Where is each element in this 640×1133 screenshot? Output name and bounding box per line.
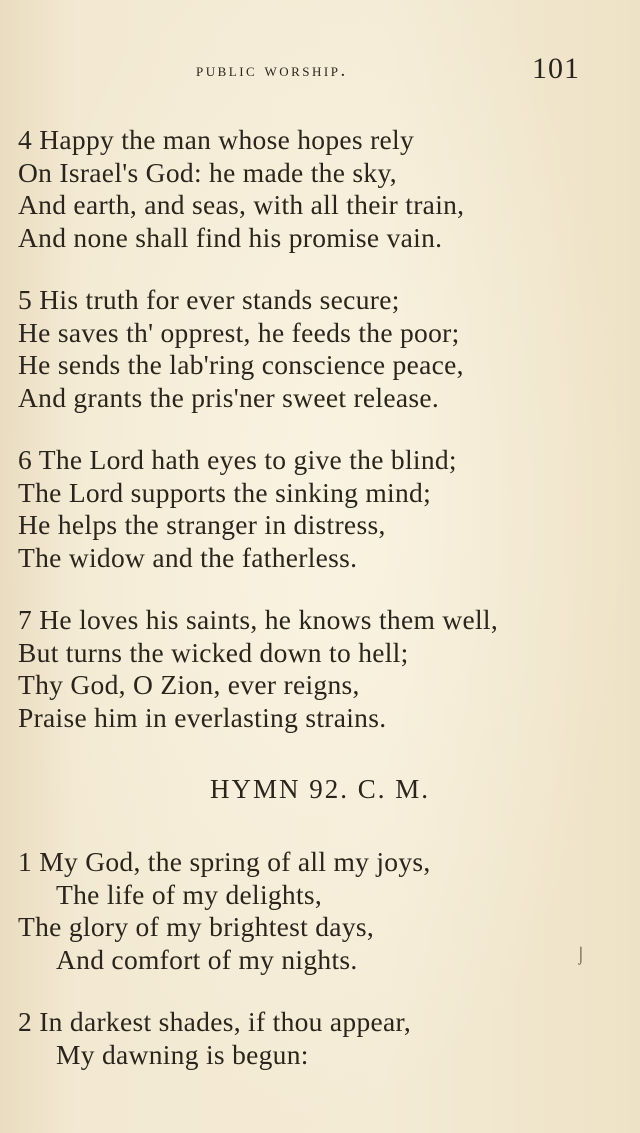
hymn-91-continuation [18, 124, 618, 764]
verse-line: 1 My God, the spring of all my joys, [18, 846, 431, 877]
hymn-92 [18, 846, 618, 1101]
verse-line: Praise him in everlasting strains. [18, 701, 387, 733]
hymn-92-stanza-1 [18, 846, 618, 976]
stanza-6 [18, 444, 618, 574]
hymn-92-stanza-2 [18, 1006, 618, 1071]
verse-line: Thy God, O Zion, ever reigns, [18, 669, 360, 700]
verse-line: He sends the lab'ring conscience peace, [18, 349, 464, 380]
verse-line: And grants the pris'ner sweet release. [18, 381, 440, 413]
verse-line: And comfort of my nights. [56, 943, 358, 975]
hymn-heading: HYMN 92. C. M. [209, 774, 431, 804]
stanza-7 [18, 604, 618, 734]
verse-line: 4 Happy the man whose hopes rely [18, 124, 415, 155]
verse-line: The glory of my brightest days, [18, 911, 375, 942]
verse-line: But turns the wicked down to hell; [18, 636, 409, 668]
verse-line: My dawning is begun: [56, 1038, 309, 1070]
running-title: public worship. [196, 60, 348, 81]
verse-line: He saves th' opprest, he feeds the poor; [18, 316, 460, 348]
printer-mark-icon: ⌡ [576, 947, 586, 964]
stanza-4 [18, 124, 618, 254]
verse-line: The widow and the fatherless. [18, 541, 358, 573]
verse-line: 2 In darkest shades, if thou appear, [18, 1006, 412, 1037]
page-number: 101 [532, 52, 580, 85]
verse-line: The life of my delights, [56, 878, 323, 910]
stanza-5 [18, 284, 618, 414]
verse-line: And earth, and seas, with all their train, [18, 189, 465, 220]
verse-line: 7 He loves his saints, he knows them well, [18, 604, 499, 635]
verse-line: On Israel's God: he made the sky, [18, 156, 397, 188]
verse-line: He helps the stranger in distress, [18, 509, 386, 540]
verse-line: 5 His truth for ever stands secure; [18, 284, 400, 315]
verse-line: The Lord supports the sinking mind; [18, 476, 432, 508]
verse-line: 6 The Lord hath eyes to give the blind; [18, 444, 457, 475]
verse-line: And none shall find his promise vain. [18, 221, 443, 253]
